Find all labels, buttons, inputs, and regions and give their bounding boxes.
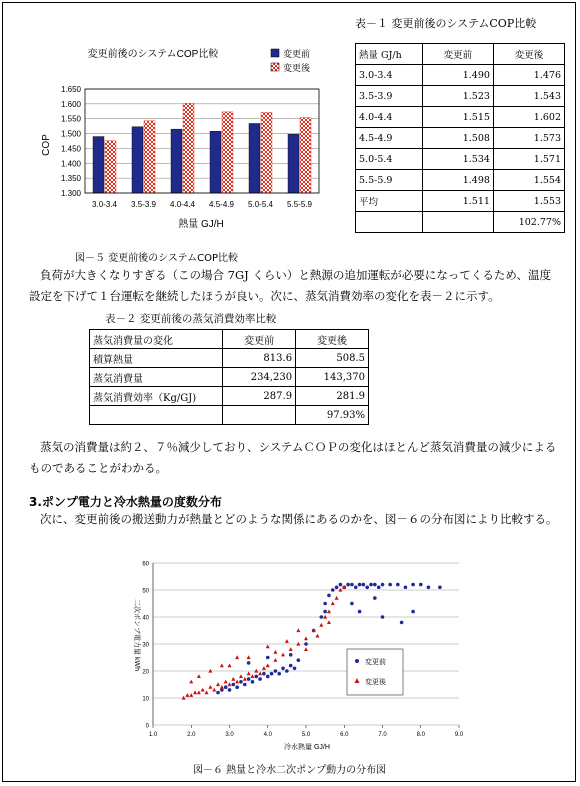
y-tick-labels xyxy=(142,562,149,730)
data-point-after xyxy=(331,601,335,605)
x-tick-labels xyxy=(149,725,464,738)
legend-label: 変更後 xyxy=(365,679,386,686)
table-cell: 1.571 xyxy=(493,149,564,170)
table-cell: 1.498 xyxy=(422,170,493,191)
table-cell xyxy=(422,212,493,233)
table-cell: 1.534 xyxy=(422,149,493,170)
data-point-after xyxy=(281,653,285,657)
data-point-before xyxy=(327,594,331,598)
data-point-after xyxy=(319,623,323,627)
data-point-before xyxy=(427,586,431,590)
data-point-before xyxy=(323,602,327,606)
table-cell: 1.554 xyxy=(493,170,564,191)
y-tick-label: 30 xyxy=(142,642,149,649)
data-point-after xyxy=(289,647,293,651)
table-cell: 熱量 GJ/h xyxy=(356,44,423,65)
data-point-before xyxy=(216,691,220,695)
data-point-before xyxy=(411,583,415,587)
y-tick-label: 1.400 xyxy=(60,159,81,169)
table-cell: 1.523 xyxy=(422,86,493,107)
figure5-caption: 図－５ 変更前後のシステムCOP比較 xyxy=(75,253,239,264)
steam-efficiency-table xyxy=(89,329,369,425)
table-cell xyxy=(356,212,423,233)
data-point-before xyxy=(289,653,293,657)
y-axis-label: COP xyxy=(41,134,52,156)
data-point-after xyxy=(254,669,258,673)
data-point-before xyxy=(304,642,308,646)
bar-after-3 xyxy=(222,112,233,193)
x-tick-label: 3.5-3.9 xyxy=(131,200,156,209)
data-point-after xyxy=(208,685,212,689)
data-point-before xyxy=(228,688,232,692)
data-point-before xyxy=(289,664,293,668)
data-point-after xyxy=(189,680,193,684)
x-tick-label: 3.0-3.4 xyxy=(92,200,117,209)
data-point-before xyxy=(354,586,358,590)
chart-title: 変更前後のシステムCOP比較 xyxy=(87,49,219,60)
chart-legend xyxy=(271,48,311,73)
table-cell: 1.511 xyxy=(422,191,493,212)
x-tick-label: 5.5-5.9 xyxy=(287,200,312,209)
table-cell: 3.0-3.4 xyxy=(356,65,423,86)
data-point-after xyxy=(296,642,300,646)
table-row xyxy=(356,128,565,149)
paragraph-2: 蒸気の消費量は約２、７％減少しており、システムＣＯＰの変化はほとんど蒸気消費量の減少によるものであることがわかる。 xyxy=(29,440,557,475)
table-cell: 234,230 xyxy=(223,368,296,387)
data-point-before xyxy=(281,667,285,671)
data-point-after xyxy=(285,639,289,643)
table-header-row xyxy=(356,44,565,65)
table-cell: 1.515 xyxy=(422,107,493,128)
table-cell: 1.490 xyxy=(422,65,493,86)
data-point-before xyxy=(339,583,343,587)
table-cell: 4.0-4.4 xyxy=(356,107,423,128)
section3-title: 3.ポンプ電力と冷水熱量の度数分布 xyxy=(29,495,222,509)
data-point-after xyxy=(296,628,300,632)
data-point-after xyxy=(247,655,251,659)
table-row xyxy=(356,107,565,128)
data-point-before xyxy=(362,583,366,587)
table-cell xyxy=(223,406,296,425)
data-point-before xyxy=(373,583,377,587)
paragraph-1: 負荷が大きくなりすぎる（この場合 7GJ くらい）と熱源の追加運転が必要になってくるため、温度設定を下げて１台運転を継続したほうが良い。次に、蒸気消費効率の変化を表－２に示す。 xyxy=(29,268,551,303)
data-point-before xyxy=(258,677,262,681)
data-point-before xyxy=(270,672,274,676)
x-tick-label: 6.0 xyxy=(340,732,349,738)
table-cell: 813.6 xyxy=(223,349,296,368)
data-point-before xyxy=(239,680,243,684)
figure6-caption: 図－６ 熱量と冷水二次ポンプ動力の分布図 xyxy=(193,765,387,776)
x-tick-label: 5.0 xyxy=(301,732,311,738)
data-point-before xyxy=(293,667,297,671)
bar-after-2 xyxy=(183,103,194,193)
data-point-after xyxy=(220,685,224,689)
data-point-after xyxy=(304,636,308,640)
y-tick-label: 1.600 xyxy=(60,99,81,109)
bar-before-1 xyxy=(132,127,143,193)
data-point-before xyxy=(251,680,255,684)
data-point-after xyxy=(258,672,262,676)
bar-before-4 xyxy=(249,123,260,193)
data-point-before xyxy=(377,586,381,590)
data-point-after xyxy=(273,650,277,654)
document-page xyxy=(2,2,576,782)
table-cell: 1.508 xyxy=(422,128,493,149)
plot-frame xyxy=(85,89,319,193)
table-header-row xyxy=(90,330,369,349)
gridlines xyxy=(85,89,319,193)
data-point-before xyxy=(400,621,404,625)
table-row xyxy=(356,191,565,212)
y-tick-label: 1.500 xyxy=(60,129,81,139)
table-cell: 変更後 xyxy=(493,44,564,65)
table-cell: 281.9 xyxy=(296,387,369,406)
data-point-after xyxy=(243,677,247,681)
bar-after-1 xyxy=(144,121,155,193)
table-cell: 97.93% xyxy=(296,406,369,425)
y-tick-label: 1.650 xyxy=(60,85,81,94)
table-cell: 蒸気消費量の変化 xyxy=(90,330,223,349)
legend-label: 変更後 xyxy=(283,63,311,73)
x-tick-label: 5.0-5.4 xyxy=(248,200,273,209)
table-cell xyxy=(90,406,223,425)
data-point-after xyxy=(335,596,339,600)
y-tick-label: 1.350 xyxy=(60,174,81,184)
chart-legend xyxy=(347,649,403,695)
legend-swatch xyxy=(271,63,279,71)
table-row xyxy=(90,406,369,425)
table-cell: 1.476 xyxy=(493,65,564,86)
table-cell: 508.5 xyxy=(296,349,369,368)
data-point-before xyxy=(381,615,385,619)
y-tick-label: 20 xyxy=(142,669,149,676)
table-cell: 積算熱量 xyxy=(90,349,223,368)
data-point-after xyxy=(327,609,331,613)
bar-after-5 xyxy=(300,118,311,193)
data-point-after xyxy=(338,588,342,592)
data-point-after xyxy=(250,674,254,678)
y-axis-label: 二次ポンプ電力量 kWh xyxy=(133,599,140,671)
y-tick-label: 1.450 xyxy=(60,144,81,154)
data-point-after xyxy=(224,680,228,684)
table-cell: 5.5-5.9 xyxy=(356,170,423,191)
data-point-before xyxy=(419,583,423,587)
table-cell: 蒸気消費効率（Kg/GJ) xyxy=(90,387,223,406)
data-point-before xyxy=(335,586,339,590)
x-tick-label: 8.0 xyxy=(416,732,425,738)
data-point-after xyxy=(231,677,235,681)
table-cell: 変更前 xyxy=(422,44,493,65)
table-row xyxy=(356,86,565,107)
table-row xyxy=(90,387,369,406)
x-tick-label: 1.0 xyxy=(148,732,158,738)
table-cell: 143,370 xyxy=(296,368,369,387)
table-row xyxy=(356,170,565,191)
data-point-before xyxy=(277,672,281,676)
data-point-before xyxy=(243,683,247,687)
data-point-before xyxy=(388,583,392,587)
table-row xyxy=(90,368,369,387)
x-tick-label: 3.0 xyxy=(225,732,234,738)
data-point-before xyxy=(350,583,354,587)
table-row xyxy=(356,65,565,86)
bar-before-2 xyxy=(171,129,182,193)
data-point-before xyxy=(358,583,362,587)
x-tick-label: 2.0 xyxy=(187,732,196,738)
data-point-after xyxy=(327,620,331,624)
x-tick-label: 9.0 xyxy=(454,732,464,738)
data-point-after xyxy=(189,693,193,697)
table-cell: 平均 xyxy=(356,191,423,212)
pump-power-scatter-chart xyxy=(123,555,473,755)
data-point-before xyxy=(232,683,236,687)
data-point-after xyxy=(235,655,239,659)
x-tick-label: 7.0 xyxy=(378,732,387,738)
legend-box xyxy=(347,649,403,695)
data-point-before xyxy=(285,669,289,673)
data-point-after xyxy=(212,688,216,692)
table-cell: 1.543 xyxy=(493,86,564,107)
data-point-after xyxy=(216,682,220,686)
x-axis-label: 冷水熱量 GJ/H xyxy=(284,744,330,751)
table-cell: 4.5-4.9 xyxy=(356,128,423,149)
data-point-before xyxy=(369,583,373,587)
bar-after-0 xyxy=(105,141,116,193)
data-point-before xyxy=(247,677,251,681)
cop-comparison-table xyxy=(355,43,565,233)
data-point-after xyxy=(201,688,205,692)
table-cell: 3.5-3.9 xyxy=(356,86,423,107)
data-point-after xyxy=(247,672,251,676)
data-point-before xyxy=(350,602,354,606)
legend-label: 変更前 xyxy=(365,659,386,666)
data-point-after xyxy=(197,674,201,678)
data-point-before xyxy=(323,610,327,614)
table-cell: 変更後 xyxy=(296,330,369,349)
data-point-before xyxy=(358,610,362,614)
data-point-before xyxy=(297,658,301,662)
table-cell: 102.77% xyxy=(493,212,564,233)
bar-before-3 xyxy=(210,131,221,193)
table-row xyxy=(356,149,565,170)
data-point-after xyxy=(228,682,232,686)
data-point-before xyxy=(224,685,228,689)
data-point-before xyxy=(396,583,400,587)
bar-before-5 xyxy=(288,134,299,193)
table-row xyxy=(90,349,369,368)
data-point-after xyxy=(315,634,319,638)
paragraph-3: 次に、変更前後の搬送動力が熱量とどのような関係にあるのかを、図－６の分布図により比較する。 xyxy=(40,512,558,526)
table-cell: 1.553 xyxy=(493,191,564,212)
data-point-before xyxy=(411,610,415,614)
data-point-after xyxy=(323,615,327,619)
y-tick-label: 60 xyxy=(142,561,149,568)
y-tick-label: 0 xyxy=(145,723,149,730)
x-tick-label: 4.0 xyxy=(263,732,272,738)
data-point-before xyxy=(331,588,335,592)
data-point-after xyxy=(235,680,239,684)
x-tick-labels xyxy=(92,200,312,209)
legend-swatch xyxy=(271,49,279,57)
data-point-after xyxy=(205,690,209,694)
data-point-after xyxy=(266,663,270,667)
data-point-before xyxy=(274,669,278,673)
y-tick-label: 10 xyxy=(142,696,149,703)
x-axis-label: 熱量 GJ/H xyxy=(178,219,224,230)
y-tick-labels xyxy=(61,85,82,198)
data-point-before xyxy=(266,656,270,660)
bar-before-0 xyxy=(93,137,104,193)
x-tick-label: 4.5-4.9 xyxy=(209,200,234,209)
data-point-after xyxy=(208,669,212,673)
data-point-after xyxy=(273,658,277,662)
data-point-after xyxy=(228,663,232,667)
data-point-before xyxy=(247,661,251,665)
y-tick-label: 1.300 xyxy=(60,189,81,198)
data-point-after xyxy=(185,693,189,697)
table-cell: 5.0-5.4 xyxy=(356,149,423,170)
bar-after-4 xyxy=(261,112,272,193)
cop-bar-chart xyxy=(23,37,353,243)
bars xyxy=(93,103,311,193)
data-point-after xyxy=(304,647,308,651)
data-point-before xyxy=(266,675,270,679)
x-tick-label: 4.0-4.4 xyxy=(170,200,195,209)
legend-label: 変更前 xyxy=(283,49,311,59)
y-tick-label: 1.550 xyxy=(60,114,81,124)
data-point-before xyxy=(235,685,239,689)
table-cell: 蒸気消費量 xyxy=(90,368,223,387)
y-tick-label: 40 xyxy=(142,615,149,622)
data-point-after xyxy=(239,674,243,678)
data-point-after xyxy=(182,696,186,700)
y-tick-label: 50 xyxy=(142,588,149,595)
data-point-before xyxy=(404,586,408,590)
data-point-after xyxy=(262,666,266,670)
data-point-after xyxy=(266,645,270,649)
data-point-after xyxy=(193,690,197,694)
table-row xyxy=(356,212,565,233)
table-cell: 287.9 xyxy=(223,387,296,406)
data-point-before xyxy=(320,615,324,619)
data-point-after xyxy=(220,663,224,667)
table2-title: 表－２ 変更前後の蒸気消費効率比較 xyxy=(105,313,277,325)
table1-title: 表－１ 変更前後のシステムCOP比較 xyxy=(355,17,537,30)
data-point-before xyxy=(438,586,442,590)
table-cell: 変更前 xyxy=(223,330,296,349)
data-point-before xyxy=(365,586,369,590)
data-point-before xyxy=(346,583,350,587)
data-point-before xyxy=(254,675,258,679)
data-point-after xyxy=(197,690,201,694)
table-cell: 1.573 xyxy=(493,128,564,149)
data-point-before xyxy=(262,672,266,676)
legend-marker xyxy=(355,659,359,663)
data-point-before xyxy=(373,596,377,600)
data-point-before xyxy=(381,583,385,587)
table-cell: 1.602 xyxy=(493,107,564,128)
